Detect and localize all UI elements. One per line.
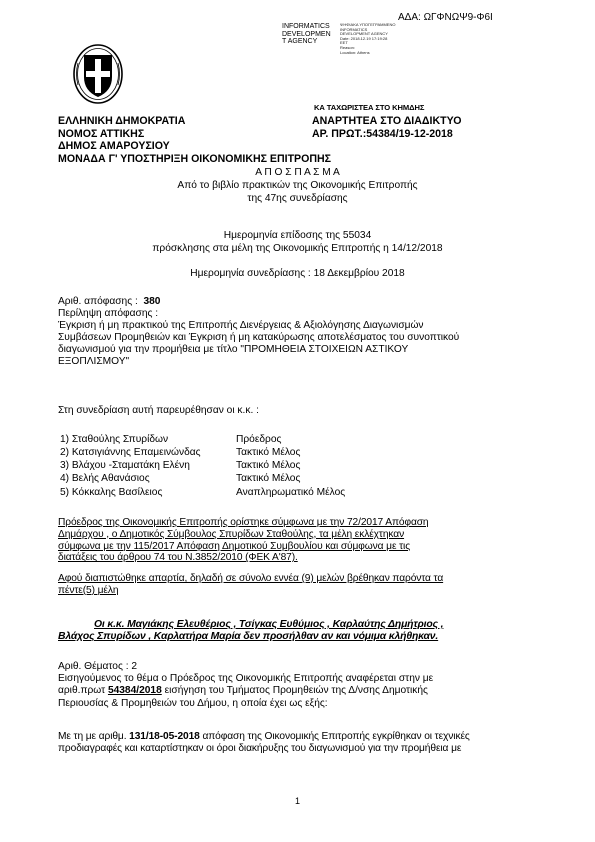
absent-paragraph: Οι κ.κ. Μαγιάκης Ελευθέριος , Τσίγκας Ευθύμιος , Καρλαύτης Δημήτριος , Βλάχος Σπυρίδων , Καρλατήρα Μαρία δεν προσήλθαν αν και νόμιμα κλήθηκαν. — [58, 619, 444, 643]
protocol-number: ΑΡ. ΠΡΩΤ.:54384/19-12-2018 — [312, 127, 453, 140]
signature-stamp — [282, 23, 331, 46]
summary-line: Έγκριση ή μη πρακτικού της Επιτροπής Διενέργειας & Αξιολόγησης Διαγωνισμών — [58, 320, 424, 331]
list-item: 1) Σταθούλης Σπυρίδων Πρόεδρος — [60, 434, 282, 445]
decision-label: Αριθ. απόφασης : — [58, 296, 138, 307]
delivery-line: Ημερομηνία επίδοσης της 55034 — [223, 230, 372, 241]
summary-line: Συμβάσεων Προμηθειών και Έγκριση ή μη κατακύρωσης αποτελέσματος του συνοπτικού — [58, 332, 460, 343]
subtitle-line: της 47ης συνεδρίασης — [247, 193, 348, 204]
stamp-details: ΨΗΦΙΑΚΑ ΥΠΟΓΕΓΡΑΜΜΕΝΟ INFORMATICS DEVELOPMENT AGENCY Date: 2018.12.19 17:19:28 EET Reason: Location: Athens — [340, 22, 396, 55]
summary-line: ΕΞΟΠΛΙΣΜΟΥ" — [58, 356, 130, 367]
list-item: 3) Βλάχου -Σταματάκη Ελένη Τακτικό Μέλος — [60, 460, 301, 471]
issuer-line: ΔΗΜΟΣ ΑΜΑΡΟΥΣΙΟΥ — [58, 140, 170, 153]
summary-label: Περίληψη απόφασης : — [58, 308, 159, 319]
kimdis-note: ΚΑ ΤΑΧΩΡΙΣΤΕΑ ΣΤΟ ΚΗΜΔΗΣ — [314, 103, 425, 112]
decision-number: 380 — [143, 296, 161, 307]
posting-block — [312, 115, 462, 140]
subject-block — [58, 661, 433, 710]
subject-line: Περιουσίας & Προμηθειών του Δήμου, η οποία έχει ως εξής: — [58, 697, 328, 709]
summary-line: διαγωνισμού για την προμήθεια με τίτλο "ΠΡΟΜΗΘΕΙΑ ΣΤΟΙΧΕΙΩΝ ΑΣΤΙΚΟΥ — [58, 344, 409, 355]
subject-line: αριθ.πρωτ 54384/2018 εισήγηση του Τμήματος Προμηθειών της Δ/νσης Δημοτικής — [58, 685, 428, 697]
delivery-line: πρόσκλησης στα μέλη της Οικονομικής Επιτροπής η 14/12/2018 — [152, 243, 443, 254]
subject-line: Εισηγούμενος το θέμα ο Πρόεδρος της Οικονομικής Επιτροπής αναφέρεται στην με — [58, 673, 434, 685]
list-item: 4) Βελής Αθανάσιος Τακτικό Μέλος — [60, 473, 301, 484]
delivery-block — [0, 229, 595, 255]
posting-line: ΑΝΑΡΤΗΤΕΑ ΣΤΟ ΔΙΑΔΙΚΤΥΟ — [312, 115, 462, 127]
stamp-line: DEVELOPMEN — [282, 30, 331, 38]
subject-label: Αριθ. Θέματος : 2 — [58, 661, 138, 672]
document-title: Α Π Ο Σ Π Α Σ Μ Α — [255, 167, 340, 178]
ada-code: ΑΔΑ: ΩΓΦΝΩΨ9-Φ6Ι — [398, 12, 493, 23]
body-paragraph: Με τη με αριθμ. 131/18-05-2018 απόφαση της Οικονομικής Επιτροπής εγκρίθηκαν οι τεχνικές προδιαγραφές και καταρτίστηκαν οι όροι διακήρυξης του διαγωνισμού για την προμήθεια με — [58, 731, 470, 755]
issuer-block — [58, 115, 331, 165]
meeting-date: Ημερομηνία συνεδρίασης : 18 Δεκεμβρίου 2018 — [190, 268, 405, 279]
decision-block — [58, 296, 459, 368]
protocol-reference: 54384/2018 — [107, 685, 162, 697]
stamp-line: INFORMATICS — [282, 23, 330, 30]
list-item: 5) Κόκκαλης Βασίλειος Αναπληρωματικό Μέλος — [60, 487, 346, 498]
page-number: 1 — [294, 796, 300, 806]
issuer-line: ΜΟΝΑΔΑ Γ' ΥΠΟΣΤΗΡΙΞΗ ΟΙΚΟΝΟΜΙΚΗΣ ΕΠΙΤΡΟΠΗΣ — [58, 152, 332, 165]
attendance-intro: Στη συνεδρίαση αυτή παρευρέθησαν οι κ.κ. : — [58, 405, 259, 416]
greek-coat-of-arms-icon — [72, 43, 124, 105]
decision-reference: 131/18-05-2018 — [129, 731, 200, 742]
chair-paragraph: Πρόεδρος της Οικονομικής Επιτροπής ορίστηκε σύμφωνα με την 72/2017 Απόφαση Δημάρχου , ο Δημοτικός Σύμβουλος Σπυρίδων Σταθούλης, τα μέλη εκλέχτηκαν σύμφωνα με την 115/2017 Απόφαση Δημοτικού Συμβουλίου και σύμφωνα με τις διατάξεις του άρθρου 74 του Ν.3852/2010 (ΦΕΚ Α'87). — [58, 517, 429, 564]
issuer-line: ΝΟΜΟΣ ΑΤΤΙΚΗΣ — [58, 127, 145, 140]
list-item: 2) Κατσιγιάννης Επαμεινώνδας Τακτικό Μέλος — [60, 447, 301, 458]
issuer-line: ΕΛΛΗΝΙΚΗ ΔΗΜΟΚΡΑΤΙΑ — [58, 115, 186, 127]
subtitle-line: Από το βιβλίο πρακτικών της Οικονομικής Επιτροπής — [177, 180, 418, 191]
quorum-paragraph: Αφού διαπιστώθηκε απαρτία, δηλαδή σε σύνολο εννέα (9) μελών βρέθηκαν παρόντα τα πέντε(5) μέλη — [58, 573, 444, 596]
stamp-line: T AGENCY — [282, 38, 318, 46]
document-title-block — [0, 166, 595, 205]
